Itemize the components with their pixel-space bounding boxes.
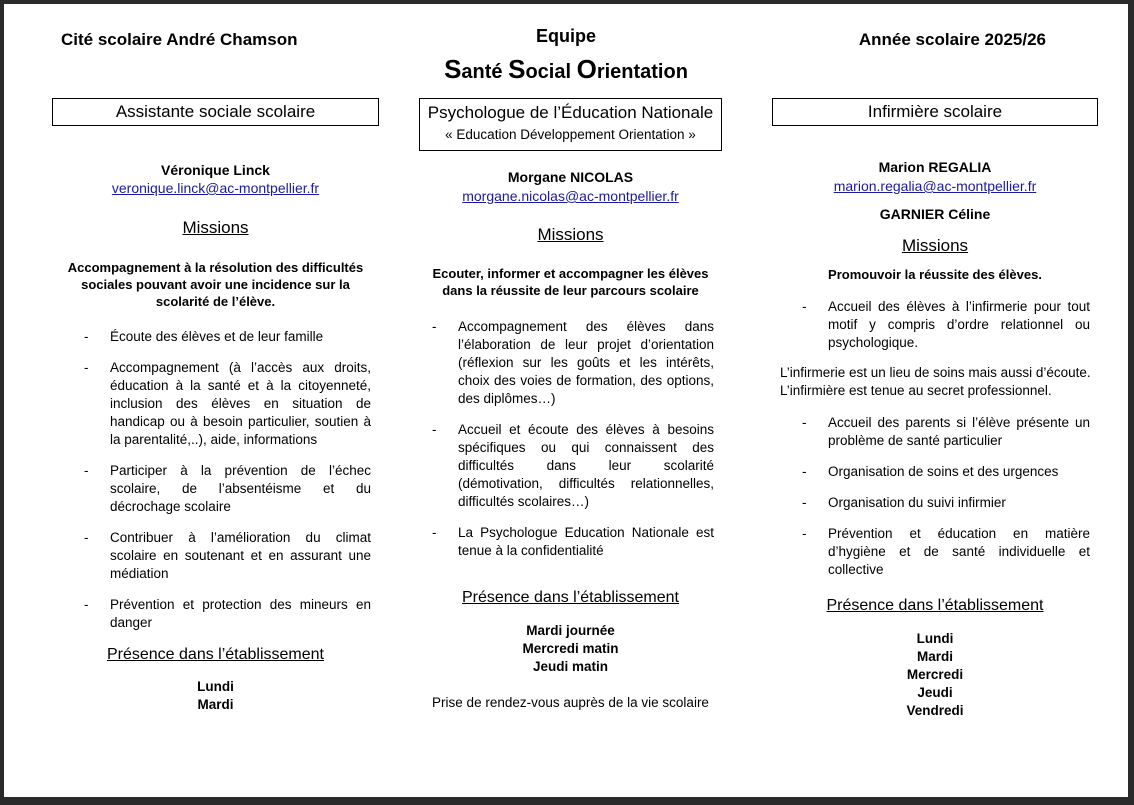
col1-email-wrap (52, 180, 379, 198)
col1-missions-heading (52, 218, 379, 238)
list-item (772, 463, 1090, 481)
presence-day: Lundi (197, 679, 234, 694)
team-title-word: rientation (596, 61, 688, 83)
list-item-text: Prévention et protection des mineurs en danger (110, 597, 371, 630)
dash-bullet-icon: - (432, 525, 437, 540)
col3-days (772, 630, 1098, 720)
list-item (54, 328, 371, 346)
col2-email-wrap (419, 188, 722, 206)
list-item (772, 414, 1090, 450)
col1-title-box: Assistante sociale scolaire (52, 98, 379, 126)
col3-mission-list-b (772, 414, 1090, 592)
col1-presence-label: Présence dans l’établissement (106, 646, 324, 663)
list-item-text: Organisation du suivi infirmier (828, 495, 1006, 510)
dash-bullet-icon: - (432, 319, 437, 334)
col3-presence-label: Présence dans l’établissement (826, 597, 1044, 614)
col2-intro: Ecouter, informer et accompagner les élèves dans la réussite de leur parcours scolaire (432, 266, 709, 298)
team-title (4, 54, 1128, 85)
school-name: Cité scolaire André Chamson (61, 30, 298, 49)
col2-subtitle: « Education Développement Orientation » (445, 127, 696, 142)
list-item-text: Accueil des élèves à l’infirmerie pour tout motif y compris d’ordre relationnel ou psychologique. (828, 299, 1090, 350)
list-item-text: Accompagnement des élèves dans l’élaboration de leur projet d’orientation (réflexion sur les goûts et les intérêts, choix des voies de formation, des options, des diplômes…) (458, 319, 714, 406)
dash-bullet-icon: - (802, 464, 807, 479)
list-item (54, 529, 371, 583)
dash-bullet-icon: - (84, 463, 89, 478)
list-item-text: Contribuer à l’amélioration du climat scolaire en soutenant et en assurant une médiation (110, 530, 371, 581)
team-title-initial: O (576, 54, 597, 84)
col2-presence-heading (419, 589, 722, 607)
col2-appointment-note: Prise de rendez-vous auprès de la vie scolaire (432, 695, 709, 710)
presence-day: Jeudi matin (532, 659, 608, 674)
list-item-text: Participer à la prévention de l’échec scolaire, de l’absentéisme et du décrochage scolaire (110, 463, 371, 514)
dash-bullet-icon: - (84, 597, 89, 612)
dash-bullet-icon: - (84, 329, 89, 344)
dash-bullet-icon: - (802, 415, 807, 430)
col3-missions-label: Missions (901, 236, 969, 255)
team-title-initial: S (444, 54, 462, 84)
team-title-word: anté (461, 61, 509, 83)
school-year: Année scolaire 2025/26 (858, 30, 1046, 49)
col3-email-link[interactable]: marion.regalia@ac-montpellier.fr (833, 178, 1037, 194)
presence-day: Jeudi (917, 685, 953, 700)
col2-days (419, 622, 722, 676)
presence-day: Mardi (916, 649, 953, 664)
col3-email-wrap (772, 178, 1098, 196)
list-item (54, 462, 371, 516)
col3-intro: Promouvoir la réussite des élèves. (828, 267, 1042, 282)
list-item-text: Accueil des parents si l’élève présente un problème de santé particulier (828, 415, 1090, 448)
dash-bullet-icon: - (84, 530, 89, 545)
list-item (402, 421, 714, 511)
list-item (772, 525, 1090, 579)
col2-mission-list (402, 318, 714, 573)
presence-day: Lundi (916, 631, 954, 646)
presence-day: Mardi (197, 697, 234, 712)
list-item (402, 524, 714, 560)
list-item (772, 298, 1090, 352)
col1-missions-label: Missions (182, 218, 249, 237)
col2-presence-label: Présence dans l’établissement (461, 589, 679, 606)
dash-bullet-icon: - (802, 495, 807, 510)
presence-day: Mercredi matin (522, 641, 619, 656)
col2-missions-label: Missions (537, 225, 604, 244)
list-item-text: La Psychologue Education Nationale est tenue à la confidentialité (458, 525, 714, 558)
list-item-text: Prévention et éducation en matière d’hygiène et de santé individuelle et collective (828, 526, 1090, 577)
presence-day: Mardi journée (526, 623, 615, 638)
presence-day: Vendredi (906, 703, 964, 718)
col3-presence-heading (772, 597, 1098, 615)
list-item (772, 494, 1090, 512)
presence-day: Mercredi (906, 667, 964, 682)
col2-title: Psychologue de l’Éducation Nationale (427, 103, 714, 122)
dash-bullet-icon: - (802, 299, 807, 314)
col1-intro: Accompagnement à la résolution des difficultés sociales pouvant avoir une incidence sur la scolarité de l’élève. (67, 260, 364, 309)
col1-email-link[interactable]: veronique.linck@ac-montpellier.fr (111, 180, 320, 196)
col2-missions-heading (419, 225, 722, 245)
team-label: Equipe (535, 26, 596, 46)
dash-bullet-icon: - (84, 360, 89, 375)
col3-paragraph: L’infirmerie est un lieu de soins mais aussi d’écoute. L’infirmière est tenue au secret professionnel. (780, 365, 1091, 398)
page (4, 4, 1128, 797)
team-title-initial: S (508, 54, 526, 84)
col1-presence-heading (52, 646, 379, 664)
team-title-word: ocial (525, 61, 577, 83)
list-item-text: Accueil et écoute des élèves à besoins spécifiques ou qui connaissent des difficultés dans leur scolarité (démotivation, difficultés relationnelles, difficultés scolaires…) (458, 422, 714, 509)
list-item-text: Écoute des élèves et de leur famille (110, 329, 324, 344)
col2-email-link[interactable]: morgane.nicolas@ac-montpellier.fr (462, 188, 679, 204)
dash-bullet-icon: - (432, 422, 437, 437)
col1-mission-list (54, 328, 371, 645)
col3-name: Marion REGALIA (878, 159, 992, 175)
col3-missions-heading (772, 236, 1098, 256)
list-item (54, 596, 371, 632)
dash-bullet-icon: - (802, 526, 807, 541)
list-item (402, 318, 714, 408)
col2-title-box (419, 98, 722, 151)
col3-name2: GARNIER Céline (879, 206, 991, 222)
col3-mission-list-a (772, 298, 1090, 365)
list-item (54, 359, 371, 449)
col1-days (52, 678, 379, 714)
col3-title-box: Infirmière scolaire (772, 98, 1098, 126)
col2-name: Morgane NICOLAS (507, 169, 634, 185)
list-item-text: Accompagnement (à l’accès aux droits, éducation à la santé et à la citoyenneté, inclusion des élèves en situation de handicap ou à besoin particulier, soutien à la parentalité,..), aide, informations (110, 360, 371, 447)
list-item-text: Organisation de soins et des urgences (828, 464, 1059, 479)
col1-name: Véronique Linck (161, 162, 270, 178)
